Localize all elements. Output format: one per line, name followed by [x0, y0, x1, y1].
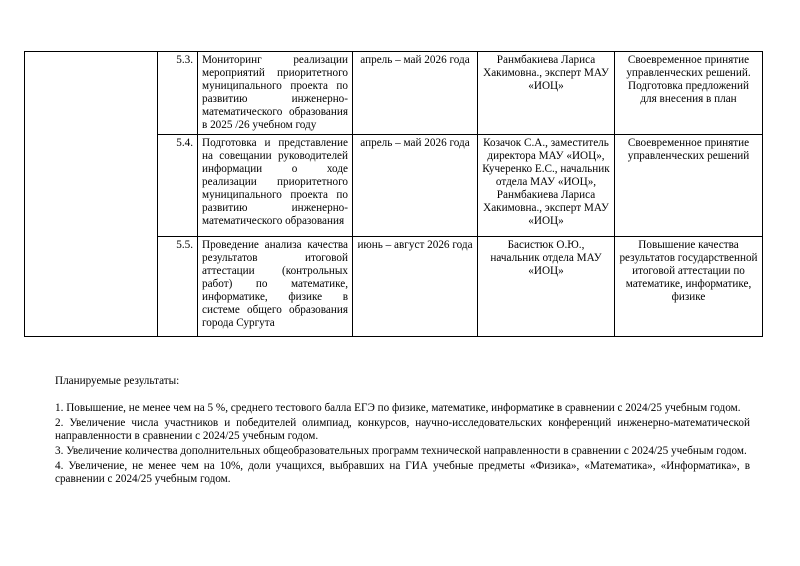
result-cell: Своевременное принятие управленческих решений	[615, 135, 763, 237]
activity-cell: Подготовка и представление на совещании руководителей информации о ходе реализации приоритетного муниципального проекта по развитию инженерно-математического образования	[198, 135, 353, 237]
result-item: 4. Увеличение, не менее чем на 10%, доли учащихся, выбравших на ГИА учебные предметы «Физика», «Математика», «Информатика», в сравнении с 2024/25 учебным годом.	[55, 460, 750, 485]
result-cell: Своевременное принятие управленческих решений. Подготовка предложений для внесения в план	[615, 52, 763, 135]
result-cell: Повышение качества результатов государственной итоговой аттестации по математике, информатике, физике	[615, 237, 763, 337]
result-item: 3. Увеличение количества дополнительных общеобразовательных программ технической направленности в сравнении с 2024/25 учебным годом.	[55, 445, 747, 457]
activity-cell: Мониторинг реализации мероприятий приоритетного муниципального проекта по развитию инженерно-математического образования в 2025 /26 учебном году	[198, 52, 353, 135]
period-cell: апрель – май 2026 года	[353, 135, 478, 237]
responsible-cell: Басистюк О.Ю., начальник отдела МАУ «ИОЦ»	[478, 237, 615, 337]
activity-cell: Проведение анализа качества результатов итоговой аттестации (контрольных работ) по математике, информатике, физике в системе общего образования города Сургута	[198, 237, 353, 337]
result-item: 2. Увеличение числа участников и победителей олимпиад, конкурсов, научно-исследовательских конференций инженерно-математической направленности в сравнении с 2024/25 учебным годом.	[55, 417, 750, 442]
table-row	[25, 52, 763, 135]
result-item: 1. Повышение, не менее чем на 5 %, среднего тестового балла ЕГЭ по физике, математике, информатике в сравнении с 2024/25 учебным годом.	[55, 402, 741, 414]
row-number: 5.3.	[158, 52, 198, 135]
plan-table	[24, 51, 763, 337]
empty-section-cell	[25, 52, 158, 337]
period-cell: июнь – август 2026 года	[353, 237, 478, 337]
period-cell: апрель – май 2026 года	[353, 52, 478, 135]
responsible-cell: Ранмбакиева Лариса Хакимовна., эксперт МАУ «ИОЦ»	[478, 52, 615, 135]
row-number: 5.5.	[158, 237, 198, 337]
results-title: Планируемые результаты:	[55, 375, 180, 387]
planned-results	[55, 375, 750, 488]
row-number: 5.4.	[158, 135, 198, 237]
responsible-cell: Козачок С.А., заместитель директора МАУ «ИОЦ», Кучеренко Е.С., начальник отдела МАУ «ИОЦ», Ранмбакиева Лариса Хакимовна., эксперт МАУ «ИОЦ»	[478, 135, 615, 237]
